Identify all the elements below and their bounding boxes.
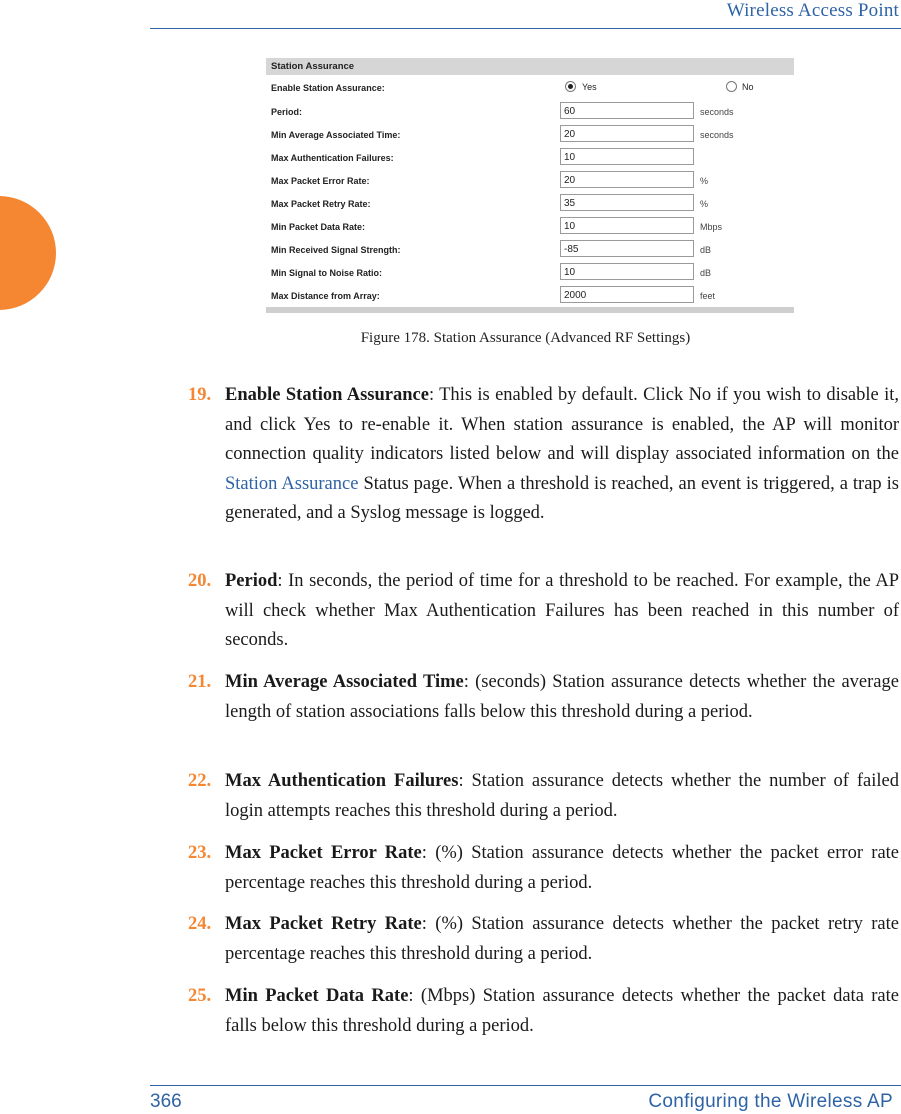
enable-station-assurance-row — [266, 78, 794, 98]
item-term: Min Packet Data Rate — [225, 986, 409, 1006]
enable-no-radio[interactable] — [726, 81, 737, 92]
max-packet-error-rate-unit: % — [700, 176, 709, 186]
item-text: : (%) Station assurance detects whether the packet error rate percentage reaches this threshold during a period. — [225, 843, 900, 893]
header-divider — [150, 28, 901, 29]
item-term: Max Packet Error Rate — [225, 843, 422, 863]
max-packet-error-rate-label: Max Packet Error Rate: — [271, 176, 370, 186]
item-text: : Station assurance detects whether the number of failed login attempts reaches this threshold during a period. — [225, 771, 900, 821]
max-packet-retry-rate-unit: % — [700, 199, 709, 209]
min-signal-to-noise-ratio-input[interactable]: 10 — [560, 263, 694, 280]
enable-no-label: No — [742, 82, 754, 92]
item-text: : (%) Station assurance detects whether the packet retry rate percentage reaches this threshold during a period. — [225, 914, 899, 964]
list-item-max-packet-retry-rate — [188, 910, 899, 969]
max-packet-retry-rate-row — [266, 194, 794, 214]
running-header-title: Wireless Access Point — [726, 0, 899, 21]
max-authentication-failures-input[interactable]: 10 — [560, 148, 694, 165]
list-item-max-authentication-failures — [188, 767, 899, 826]
period-row — [266, 102, 794, 122]
max-packet-retry-rate-label: Max Packet Retry Rate: — [271, 199, 371, 209]
form-section-title: Station Assurance — [266, 58, 794, 75]
min-packet-data-rate-row — [266, 217, 794, 237]
page-number: 366 — [150, 1091, 182, 1112]
list-item-period — [188, 567, 899, 656]
min-received-signal-strength-input[interactable]: -85 — [560, 240, 694, 257]
min-average-associated-time-input[interactable]: 20 — [560, 125, 694, 142]
max-packet-error-rate-row — [266, 171, 794, 191]
max-packet-retry-rate-input[interactable]: 35 — [560, 194, 694, 211]
max-authentication-failures-row — [266, 148, 794, 168]
figure-caption: Figure 178. Station Assurance (Advanced RF Settings) — [360, 330, 691, 346]
item-text: : (Mbps) Station assurance detects whether the packet data rate falls below this threshold during a period. — [225, 986, 899, 1036]
min-packet-data-rate-unit: Mbps — [700, 222, 723, 232]
item-term: Min Average Associated Time — [225, 672, 464, 692]
period-input[interactable]: 60 — [560, 102, 694, 119]
period-label: Period: — [271, 107, 303, 117]
item-term: Enable Station Assurance — [225, 385, 429, 405]
item-number: 19. — [188, 385, 212, 405]
footer-divider — [150, 1085, 901, 1086]
min-average-associated-time-row — [266, 125, 794, 145]
item-number: 25. — [188, 986, 212, 1006]
list-item-min-average-associated-time — [188, 668, 899, 727]
period-unit: seconds — [700, 107, 734, 117]
enable-station-assurance-label: Enable Station Assurance: — [271, 83, 385, 93]
min-average-associated-time-label: Min Average Associated Time: — [271, 130, 401, 140]
max-distance-from-array-row — [266, 286, 794, 306]
chapter-tab-marker — [0, 196, 56, 310]
list-item-max-packet-error-rate — [188, 839, 899, 898]
item-text: : This is enabled by default. Click No if you wish to disable it, and click Yes to re-enable it. When station assurance is enabled, the AP will monitor connection quality indicators listed below and will display associated information on the — [225, 385, 899, 464]
min-received-signal-strength-row — [266, 240, 794, 260]
list-item-min-packet-data-rate — [188, 982, 899, 1041]
min-received-signal-strength-unit: dB — [700, 245, 712, 255]
min-packet-data-rate-label: Min Packet Data Rate: — [271, 222, 366, 232]
item-number: 20. — [188, 571, 212, 591]
enable-yes-radio[interactable] — [565, 81, 576, 92]
min-packet-data-rate-input[interactable]: 10 — [560, 217, 694, 234]
max-packet-error-rate-input[interactable]: 20 — [560, 171, 694, 188]
form-footer-bar — [266, 307, 794, 313]
station-assurance-link[interactable]: Station Assurance — [225, 473, 359, 494]
item-text-continued: Status page. When a threshold is reached, an event is triggered, a trap is generated, and a Syslog message is logged. — [225, 473, 899, 523]
min-received-signal-strength-label: Min Received Signal Strength: — [271, 245, 401, 255]
enable-yes-label: Yes — [582, 82, 597, 92]
item-text: : (seconds) Station assurance detects whether the average length of station associations falls below this threshold during a period. — [225, 672, 899, 722]
max-distance-from-array-input[interactable]: 2000 — [560, 286, 694, 303]
max-distance-from-array-unit: feet — [700, 291, 716, 301]
item-number: 22. — [188, 771, 212, 791]
min-signal-to-noise-ratio-row — [266, 263, 794, 283]
station-assurance-form — [266, 58, 794, 313]
item-number: 21. — [188, 672, 212, 692]
item-term: Period — [225, 571, 278, 591]
item-term: Max Packet Retry Rate — [225, 914, 422, 934]
item-term: Max Authentication Failures — [225, 771, 459, 791]
item-text: : In seconds, the period of time for a threshold to be reached. For example, the AP will check whether Max Authentication Failures has been reached in this number of seconds. — [225, 571, 899, 650]
max-distance-from-array-label: Max Distance from Array: — [271, 291, 380, 301]
item-number: 24. — [188, 914, 212, 934]
list-item-enable-station-assurance — [188, 381, 899, 529]
running-footer-title: Configuring the Wireless AP — [648, 1091, 893, 1112]
min-signal-to-noise-ratio-label: Min Signal to Noise Ratio: — [271, 268, 383, 278]
max-authentication-failures-label: Max Authentication Failures: — [271, 153, 394, 163]
min-average-associated-time-unit: seconds — [700, 130, 734, 140]
item-number: 23. — [188, 843, 212, 863]
min-signal-to-noise-ratio-unit: dB — [700, 268, 712, 278]
